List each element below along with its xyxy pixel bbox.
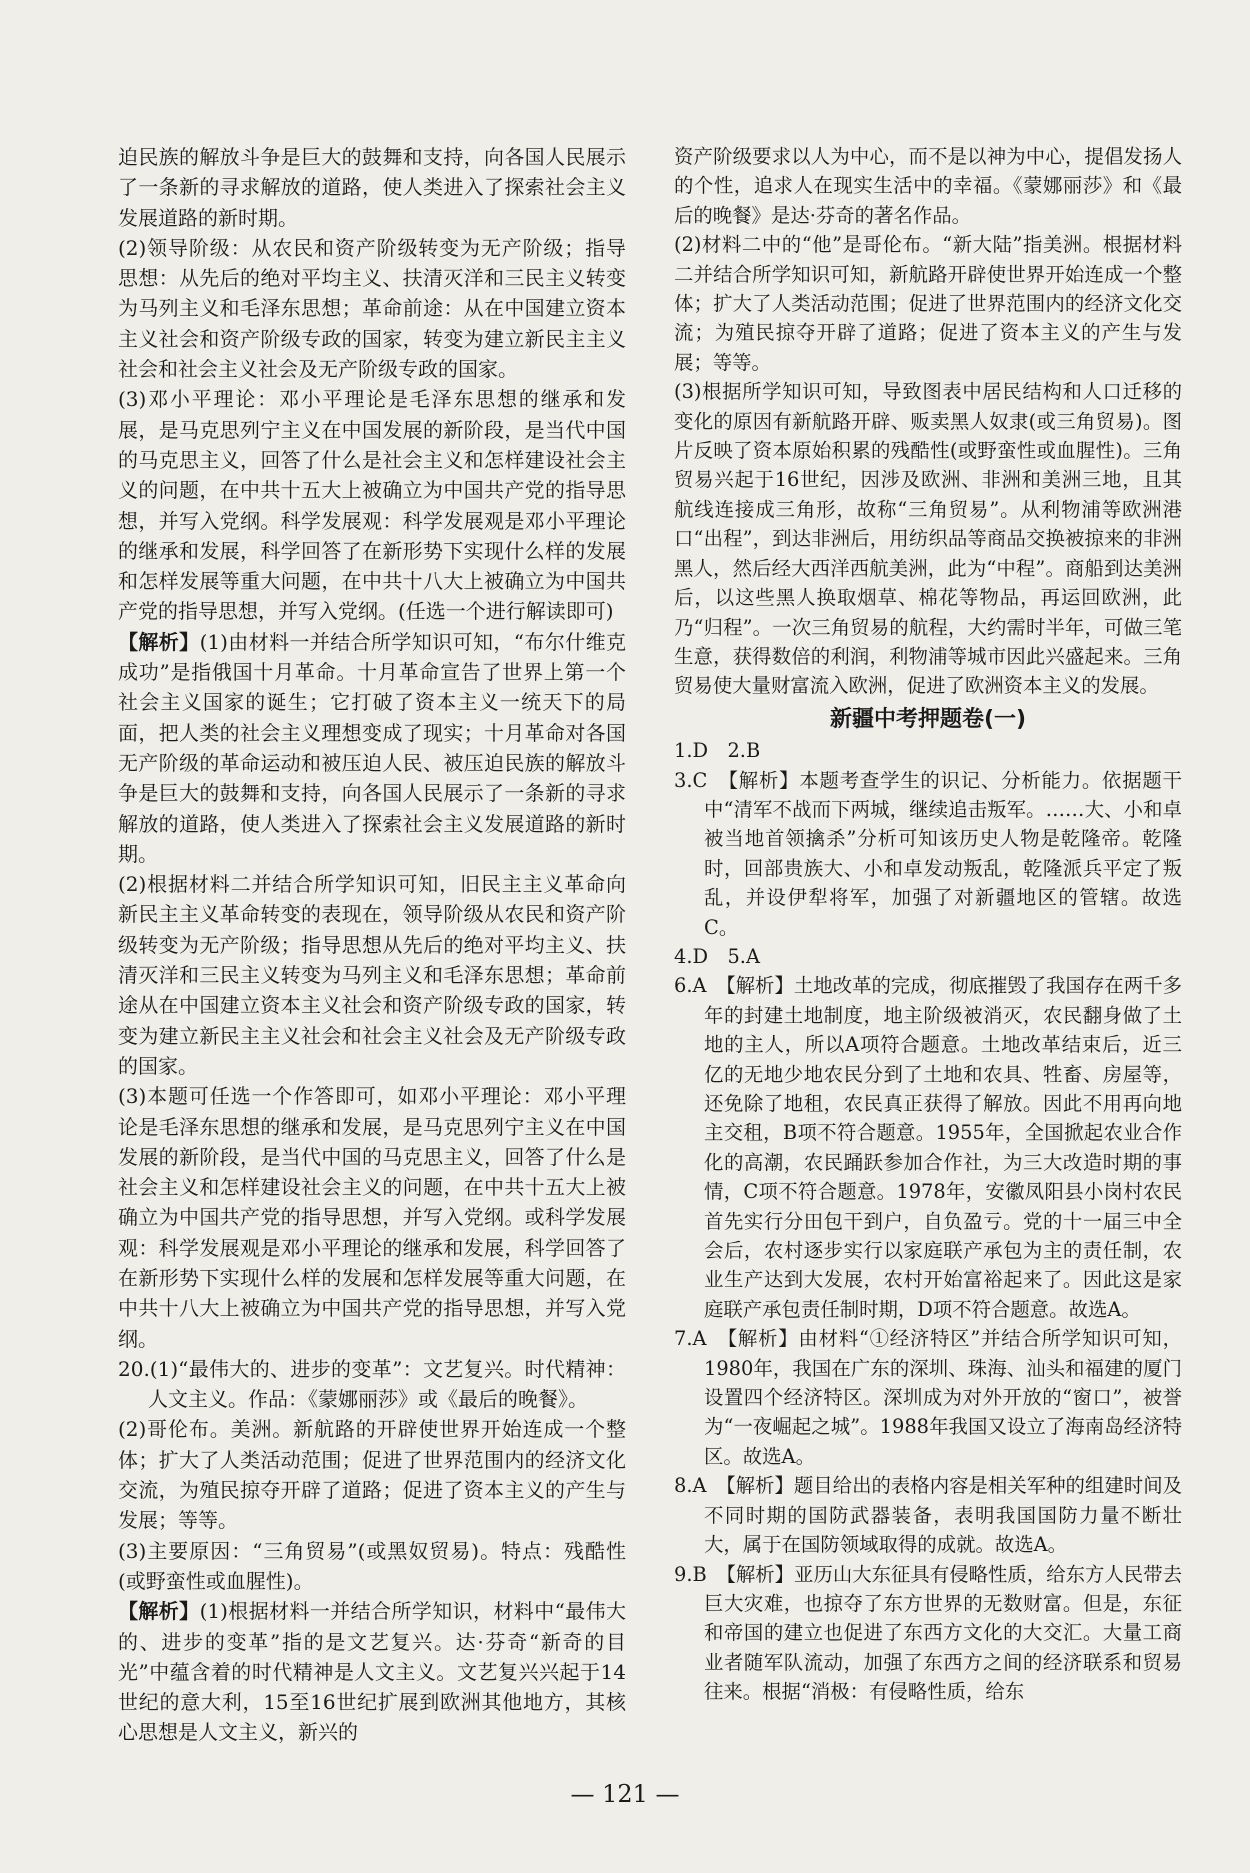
analysis-text: (1)由材料一并结合所学知识可知，“布尔什维克成功”是指俄国十月革命。十月革命宣告了世界上第一个社会主义国家的诞生；它打破了资本主义一统天下的局面，把人类的社会主义理想变成了现实；十月革命对各国无产阶级的革命运动和被压迫人民、被压迫民族的解放斗争是巨大的鼓舞和支持，向各国人民展示了一条新的寻求解放的道路，使人类进入了探索社会主义发展道路的新时期。 [118,629,626,866]
analysis-paragraph [118,627,626,869]
paragraph: (2)领导阶级：从农民和资产阶级转变为无产阶级；指导思想：从先后的绝对平均主义、扶清灭洋和三民主义转变为马列主义和毛泽东思想；革命前途：从在中国建立资本主义社会和资产阶级专政的国家，转变为建立新民主主义社会和社会主义社会及无产阶级专政的国家。 [118,235,626,382]
paragraph: (2)哥伦布。美洲。新航路的开辟使世界开始连成一个整体；扩大了人类活动范围；促进了世界范围内的经济文化交流，为殖民掠夺开辟了道路；促进了资本主义的产生与发展；等等。 [118,1417,626,1533]
answer-item: 7.A 【解析】由材料“①经济特区”并结合所学知识可知，1980年，我国在广东的深圳、珠海、汕头和福建的厦门设置四个经济特区。深圳成为对外开放的“窗口”，被誉为“一夜崛起之城”。1988年我国又设立了海南岛经济特区。故选A。 [674,1327,1182,1468]
paragraph: (3)邓小平理论：邓小平理论是毛泽东思想的继承和发展，是马克思列宁主义在中国发展的新阶段，是当代中国的马克思主义，回答了什么是社会主义和怎样建设社会主义的问题，在中共十五大上被确立为中国共产党的指导思想，并写入党纲。科学发展观：科学发展观是邓小平理论的继承和发展，科学回答了在新形势下实现什么样的发展和怎样发展等重大问题，在中共十八大上被确立为中国共产党的指导思想，并写入党纲。(任选一个进行解读即可) [118,387,626,624]
answer-item: 3.C 【解析】本题考查学生的识记、分析能力。依据题干中“清军不战而下两城，继续追击叛军。……大、小和卓被当地首领擒杀”分析可知该历史人物是乾隆帝。乾隆时，回部贵族大、小和卓发动叛乱，乾隆派兵平定了叛乱，并设伊犁将军，加强了对新疆地区的管辖。故选C。 [674,768,1182,939]
right-column [674,142,1182,1707]
answer-item: 4.D 5.A [674,944,760,968]
paragraph: (3)根据所学知识可知，导致图表中居民结构和人口迁移的变化的原因有新航路开辟、贩卖黑人奴隶(或三角贸易)。图片反映了资本原始积累的残酷性(或野蛮性或血腥性)。三角贸易兴起于16世纪，因涉及欧洲、非洲和美洲三地，且其航线连接成三角形，故称“三角贸易”。从利物浦等欧洲港口“出程”，到达非洲后，用纺织品等商品交换被掠来的非洲黑人，然后经大西洋西航美洲，此为“中程”。商船到达美洲后，以这些黑人换取烟草、棉花等物品，再运回欧洲，此乃“归程”。一次三角贸易的航程，大约需时半年，可做三笔生意，获得数倍的利润，利物浦等城市因此兴盛起来。三角贸易使大量财富流入欧洲，促进了欧洲资本主义的发展。 [674,380,1182,698]
paragraph: (2)根据材料二并结合所学知识可知，旧民主主义革命向新民主主义革命转变的表现在，领导阶级从农民和资产阶级转变为无产阶级；指导思想从先后的绝对平均主义、扶清灭洋和三民主义转变为马列主义和毛泽东思想；革命前途从在中国建立资本主义社会和资产阶级专政的国家，转变为建立新民主主义社会和社会主义社会及无产阶级专政的国家。 [118,872,626,1078]
paragraph: 迫民族的解放斗争是巨大的鼓舞和支持，向各国人民展示了一条新的寻求解放的道路，使人类进入了探索社会主义发展道路的新时期。 [118,145,626,230]
analysis-tag: 【解析】 [118,1599,200,1624]
paragraph: (3)主要原因：“三角贸易”(或黑奴贸易)。特点：残酷性(或野蛮性或血腥性)。 [118,1538,626,1593]
answer-item: 1.D 2.B [674,739,761,763]
paragraph: 资产阶级要求以人为中心，而不是以神为中心，提倡发扬人的个性，追求人在现实生活中的幸福。《蒙娜丽莎》和《最后的晚餐》是达·芬奇的著名作品。 [674,145,1182,227]
question-20-answer: 20.(1)“最伟大的、进步的变革”：文艺复兴。时代精神：人文主义。作品：《蒙娜丽莎》或《最后的晚餐》。 [118,1356,626,1412]
paragraph: (2)材料二中的“他”是哥伦布。“新大陆”指美洲。根据材料二并结合所学知识可知，新航路开辟使世界开始连成一个整体；扩大了人类活动范围；促进了世界范围内的经济文化交流；为殖民掠夺开辟了道路；促进了资本主义的产生与发展；等等。 [674,233,1182,374]
analysis-paragraph [118,1596,626,1747]
page-number: — 121 — [570,1780,680,1808]
answer-item: 6.A 【解析】土地改革的完成，彻底摧毁了我国存在两千多年的封建土地制度，地主阶级被消灭，农民翻身做了土地的主人，所以A项符合题意。土地改革结束后，近三亿的无地少地农民分到了土地和农具、牲畜、房屋等，还免除了地租，农民真正获得了解放。因此不用再向地主交租，B项不符合题意。1955年，全国掀起农业合作化的高潮，农民踊跃参加合作社，为三大改造时期的事情，C项不符合题意。1978年，安徽凤阳县小岗村农民首先实行分田包干到户，自负盈亏。党的十一届三中全会后，农村逐步实行以家庭联产承包为主的责任制，农业生产达到大发展，农村开始富裕起来了。因此这是家庭联产承包责任制时期，D项不符合题意。故选A。 [674,974,1182,1321]
section-title: 新疆中考押题卷(一) [829,706,1027,732]
analysis-tag: 【解析】 [118,629,200,654]
answer-item: 8.A 【解析】题目给出的表格内容是相关军种的组建时间及不同时期的国防武器装备，表明我国国防力量不断壮大，属于在国防领域取得的成就。故选A。 [674,1474,1182,1557]
answer-item: 9.B 【解析】亚历山大东征具有侵略性质，给东方人民带去巨大灾难，也掠夺了东方世界的无数财富。但是，东征和帝国的建立也促进了东西方文化的大交汇。大量工商业者随军队流动，加强了东西方之间的经济联系和贸易往来。根据“消极：有侵略性质，给东 [674,1562,1182,1704]
analysis-text: (1)根据材料一并结合所学知识，材料中“最伟大的、进步的变革”指的是文艺复兴。达·芬奇“新奇的目光”中蕴含着的时代精神是人文主义。文艺复兴兴起于14世纪的意大利，15至16世纪扩展到欧洲其他地方，其核心思想是人文主义，新兴的 [118,1599,626,1745]
paragraph: (3)本题可任选一个作答即可，如邓小平理论：邓小平理论是毛泽东思想的继承和发展，是马克思列宁主义在中国发展的新阶段，是当代中国的马克思主义，回答了什么是社会主义和怎样建设社会主义的问题，在中共十五大上被确立为中国共产党的指导思想，并写入党纲。或科学发展观：科学发展观是邓小平理论的继承和发展，科学回答了在新形势下实现什么样的发展和怎样发展等重大问题，在中共十八大上被确立为中国共产党的指导思想，并写入党纲。 [118,1084,626,1351]
left-column [118,142,626,1748]
